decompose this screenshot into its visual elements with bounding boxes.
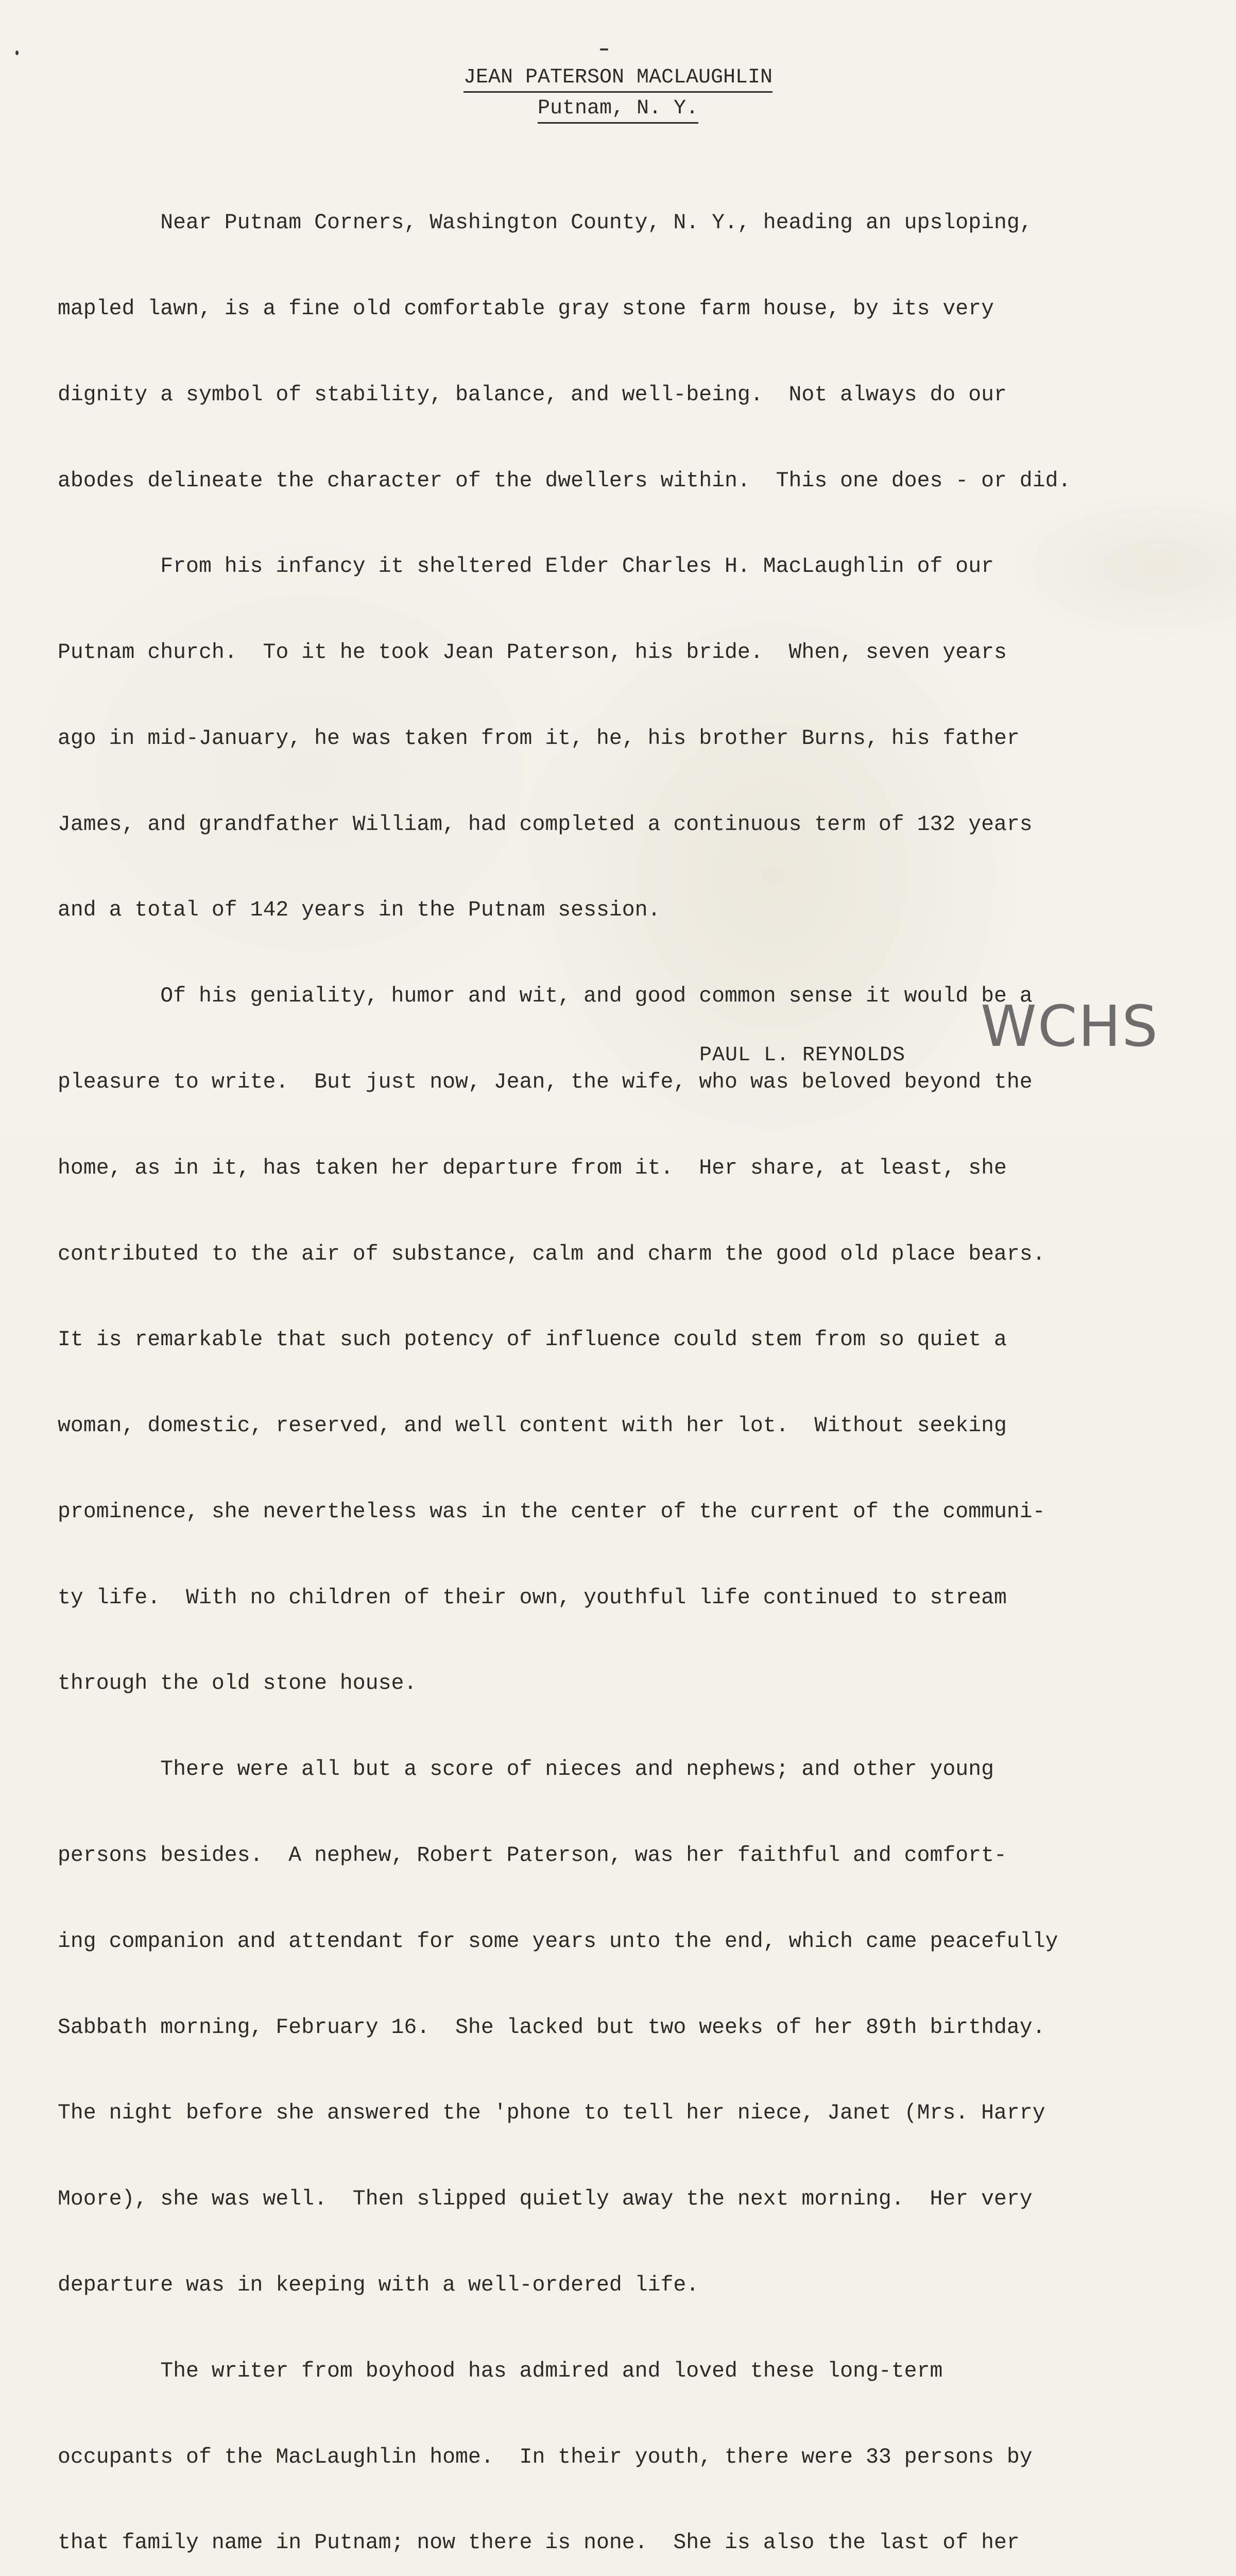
body-line: There were all but a score of nieces and nephews; and other young xyxy=(58,1757,994,1782)
body-line: It is remarkable that such potency of influence could stem from so quiet a xyxy=(58,1328,1007,1352)
body-line: From his infancy it sheltered Elder Charles H. MacLaughlin of our xyxy=(58,554,994,579)
body-line: that family name in Putnam; now there is none. She is also the last of her xyxy=(58,2531,1020,2555)
obituary-body xyxy=(58,151,1160,2576)
document-title xyxy=(0,66,1236,89)
body-line: ago in mid-January, he was taken from it, he, his brother Burns, his father xyxy=(58,726,1020,751)
ink-dash xyxy=(600,48,608,50)
body-line: Putnam church. To it he took Jean Paterson, his bride. When, seven years xyxy=(58,640,1007,665)
wchs-watermark: WCHS xyxy=(981,993,1159,1059)
body-line: and a total of 142 years in the Putnam session. xyxy=(58,898,661,923)
body-line: mapled lawn, is a fine old comfortable gray stone farm house, by its very xyxy=(58,296,994,321)
body-line: departure was in keeping with a well-ordered life. xyxy=(58,2273,699,2297)
body-line: home, as in it, has taken her departure from it. Her share, at least, she xyxy=(58,1156,1007,1180)
title-place: Putnam, N. Y. xyxy=(538,97,698,124)
body-line: Moore), she was well. Then slipped quietly away the next morning. Her very xyxy=(58,2187,1033,2212)
body-line: pleasure to write. But just now, Jean, the wife, who was beloved beyond the xyxy=(58,1070,1033,1094)
body-line: ing companion and attendant for some years unto the end, which came peacefully xyxy=(58,1929,1058,1954)
body-line: Of his geniality, humor and wit, and good common sense it would be a xyxy=(58,984,1033,1009)
body-line: Sabbath morning, February 16. She lacked but two weeks of her 89th birthday. xyxy=(58,2015,1045,2040)
body-line: prominence, she nevertheless was in the center of the current of the communi- xyxy=(58,1499,1045,1524)
body-line: The writer from boyhood has admired and loved these long-term xyxy=(58,2359,943,2383)
body-line: persons besides. A nephew, Robert Paterson, was her faithful and comfort- xyxy=(58,1843,1007,1868)
title-name: JEAN PATERSON MACLAUGHLIN xyxy=(464,66,772,93)
document-subtitle xyxy=(0,97,1236,120)
body-line: contributed to the air of substance, calm and charm the good old place bears. xyxy=(58,1242,1045,1266)
body-line: ty life. With no children of their own, youthful life continued to stream xyxy=(58,1585,1007,1610)
body-line: abodes delineate the character of the dwellers within. This one does - or did. xyxy=(58,468,1071,493)
body-line: James, and grandfather William, had completed a continuous term of 132 years xyxy=(58,812,1033,837)
body-line: woman, domestic, reserved, and well content with her lot. Without seeking xyxy=(58,1414,1007,1438)
author-signature: PAUL L. REYNOLDS xyxy=(699,1044,906,1067)
ink-speck xyxy=(15,50,19,55)
body-line: The night before she answered the 'phone to tell her niece, Janet (Mrs. Harry xyxy=(58,2101,1045,2126)
body-line: dignity a symbol of stability, balance, and well-being. Not always do our xyxy=(58,382,1007,407)
body-line: Near Putnam Corners, Washington County, N. Y., heading an upsloping, xyxy=(58,211,1033,235)
body-line: through the old stone house. xyxy=(58,1671,417,1696)
body-line: occupants of the MacLaughlin home. In their youth, there were 33 persons by xyxy=(58,2445,1033,2469)
